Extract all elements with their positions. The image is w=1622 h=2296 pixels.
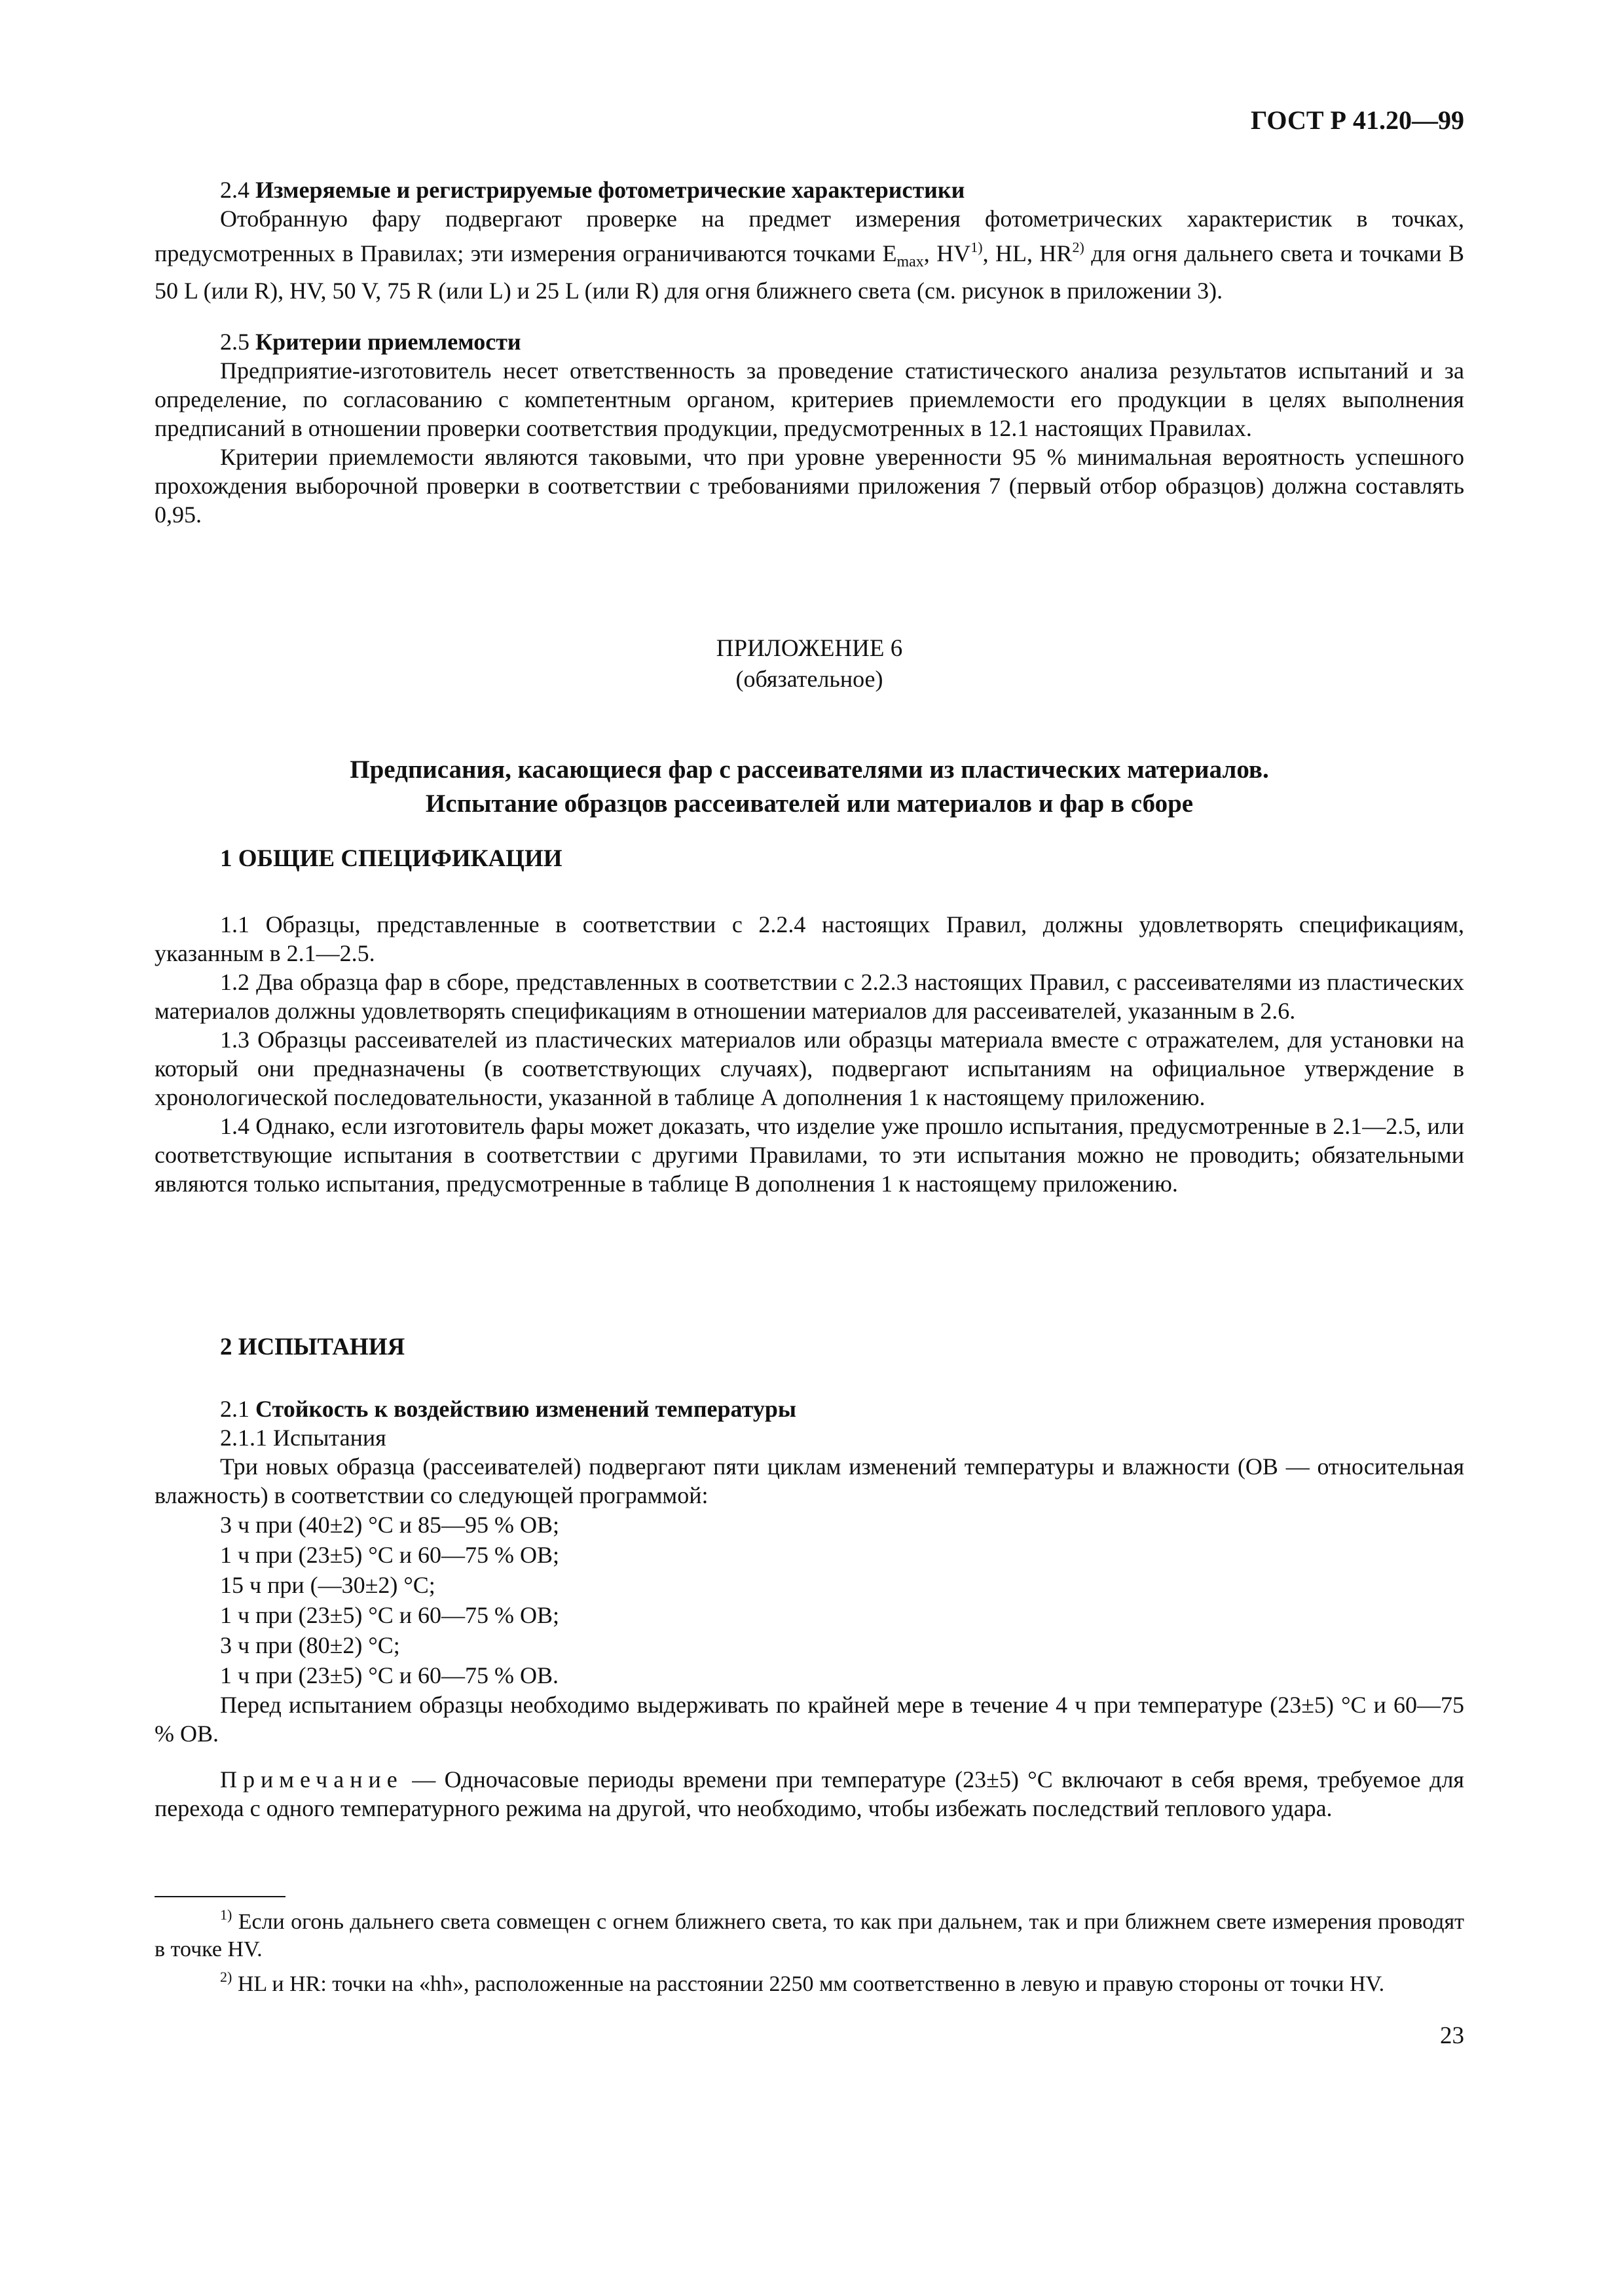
document-code-header: ГОСТ Р 41.20—99 — [1250, 105, 1464, 135]
section-1 — [155, 845, 1464, 873]
text-fragment: для огня дальнего света и точками B 50 L (или R), HV, 50 V, 75 R (или L) и 25 L (или R) для огня ближнего света (см. рисунок в приложении 3). — [155, 240, 1464, 304]
note — [155, 1765, 1464, 1823]
footnote-1-text: Если огонь дальнего света совмещен с огнем ближнего света, то как при дальнем, так и при ближнем свете измерения проводят в точке HV. — [155, 1910, 1464, 1961]
section-2-5-paragraph-1: Предприятие-изготовитель несет ответственность за проведение статистического анализа результатов испытаний и за определение, по согласованию с компетентным органом, критериев приемлемости его продукции в целях выполнения предписаний в отношении проверки соответствия продукции, предусмотренных в 12.1 настоящих Правилах. — [155, 357, 1464, 441]
annex-title-line-2: Испытание образцов рассеивателей или материалов и фар в сборе — [425, 790, 1194, 818]
text-fragment: , HL, HR — [982, 240, 1073, 266]
section-2-4-number: 2.4 — [220, 177, 249, 203]
program-step: 1 ч при (23±5) °С и 60—75 % ОВ; — [220, 1542, 560, 1568]
clause-1-1: 1.1 Образцы, представленные в соответствии с 2.2.4 настоящих Правил, должны удовлетворять спецификациям, указанным в 2.1—2.5. — [155, 911, 1464, 966]
note-label: Примечание — [220, 1766, 403, 1793]
section-1-body — [155, 910, 1464, 1198]
section-2-1-number: 2.1 — [220, 1396, 249, 1422]
footnote-ref-2: 2) — [1072, 239, 1084, 255]
program-step: 1 ч при (23±5) °С и 60—75 % ОВ; — [220, 1602, 560, 1628]
footnote-2-text: HL и HR: точки на «hh», расположенные на расстоянии 2250 мм соответственно в левую и правую стороны от точки HV. — [232, 1972, 1385, 1996]
annex-title — [155, 753, 1464, 821]
annex-label: ПРИЛОЖЕНИЕ 6 — [716, 635, 903, 662]
clause-1-3: 1.3 Образцы рассеивателей из пластических материалов или образцы материала вместе с отражателем, для установки на который они предназначены (в соответствующих случаях), подвергают испытаниям на официальное утверждение в хронологической последовательности, указанной в таблице А дополнения 1 к настоящему приложению. — [155, 1027, 1464, 1110]
document-page — [155, 0, 1464, 2296]
annex-header — [155, 634, 1464, 694]
section-2-body — [155, 1394, 1464, 1823]
clause-2-1-1: 2.1.1 Испытания — [220, 1425, 386, 1451]
footnote-1 — [155, 1901, 1464, 1963]
program-step: 3 ч при (80±2) °С; — [220, 1632, 400, 1658]
footnote-ref-1: 1) — [970, 239, 983, 255]
section-2-5 — [155, 327, 1464, 529]
test-program — [155, 1510, 1464, 1690]
subscript-max: max — [896, 253, 924, 270]
annex-title-line-1: Предписания, касающиеся фар с рассеивателями из пластических материалов. — [350, 756, 1269, 784]
section-2-4-heading — [155, 175, 1464, 204]
program-step: 15 ч при (—30±2) °С; — [220, 1572, 435, 1598]
clause-1-2: 1.2 Два образца фар в сборе, представленных в соответствии с 2.2.3 настоящих Правил, с рассеивателями из пластических материалов должны удовлетворять спецификациям в отношении материалов для рассеивателей, указанным в 2.6. — [155, 969, 1464, 1024]
section-2-1-title: Стойкость к воздействию изменений температуры — [255, 1396, 796, 1422]
section-2-5-paragraph-2: Критерии приемлемости являются таковыми, что при уровне уверенности 95 % минимальная вероятность успешного прохождения выборочной проверки в соответствии с требованиями приложения 7 (первый отбор образцов) должна составлять 0,95. — [155, 444, 1464, 528]
section-2 — [155, 1333, 1464, 1362]
section-2-5-title: Критерии приемлемости — [255, 329, 521, 355]
program-step: 1 ч при (23±5) °С и 60—75 % ОВ. — [220, 1662, 559, 1688]
footnote-2 — [155, 1963, 1464, 1998]
text-fragment: Отобранную фару подвергают проверке на предмет измерения фотометрических характеристик в точках, предусмотренных в Правилах; эти измерения ограничиваются точками E — [155, 206, 1464, 266]
annex-status: (обязательное) — [735, 666, 883, 692]
section-2-4 — [155, 175, 1464, 305]
page-number: 23 — [1440, 2022, 1464, 2049]
program-step: 3 ч при (40±2) °С и 85—95 % ОВ; — [220, 1512, 560, 1538]
footnote-2-mark: 2) — [220, 1969, 232, 1985]
section-2-5-heading — [155, 327, 1464, 356]
section-1-heading: 1 ОБЩИЕ СПЕЦИФИКАЦИИ — [220, 845, 562, 872]
section-2-1-heading — [155, 1394, 1464, 1423]
note-text: — Одночасовые периоды времени при температуре (23±5) °С включают в себя время, требуемое для перехода с одного температурного режима на другой, что необходимо, чтобы избежать последствий теплового удара. — [155, 1766, 1464, 1821]
footnotes — [155, 1901, 1464, 1998]
section-2-5-number: 2.5 — [220, 329, 249, 355]
section-2-4-title: Измеряемые и регистрируемые фотометрические характеристики — [255, 177, 965, 203]
section-2-4-paragraph — [155, 204, 1464, 305]
conditioning-paragraph: Перед испытанием образцы необходимо выдерживать по крайней мере в течение 4 ч при температуре (23±5) °С и 60—75 % ОВ. — [155, 1692, 1464, 1747]
footnote-separator — [155, 1896, 286, 1897]
clause-1-4: 1.4 Однако, если изготовитель фары может доказать, что изделие уже прошло испытания, предусмотренные в 2.1—2.5, или соответствующие испытания в соответствии с другими Правилами, то эти испытания можно не проводить; обязательными являются только испытания, предусмотренные в таблице В дополнения 1 к настоящему приложению. — [155, 1113, 1464, 1197]
test-intro: Три новых образца (рассеивателей) подвергают пяти циклам изменений температуры и влажности (ОВ — относительная влажность) в соответствии со следующей программой: — [155, 1453, 1464, 1508]
text-fragment: , HV — [923, 240, 971, 266]
section-2-heading: 2 ИСПЫТАНИЯ — [220, 1334, 405, 1360]
footnote-1-mark: 1) — [220, 1906, 232, 1923]
